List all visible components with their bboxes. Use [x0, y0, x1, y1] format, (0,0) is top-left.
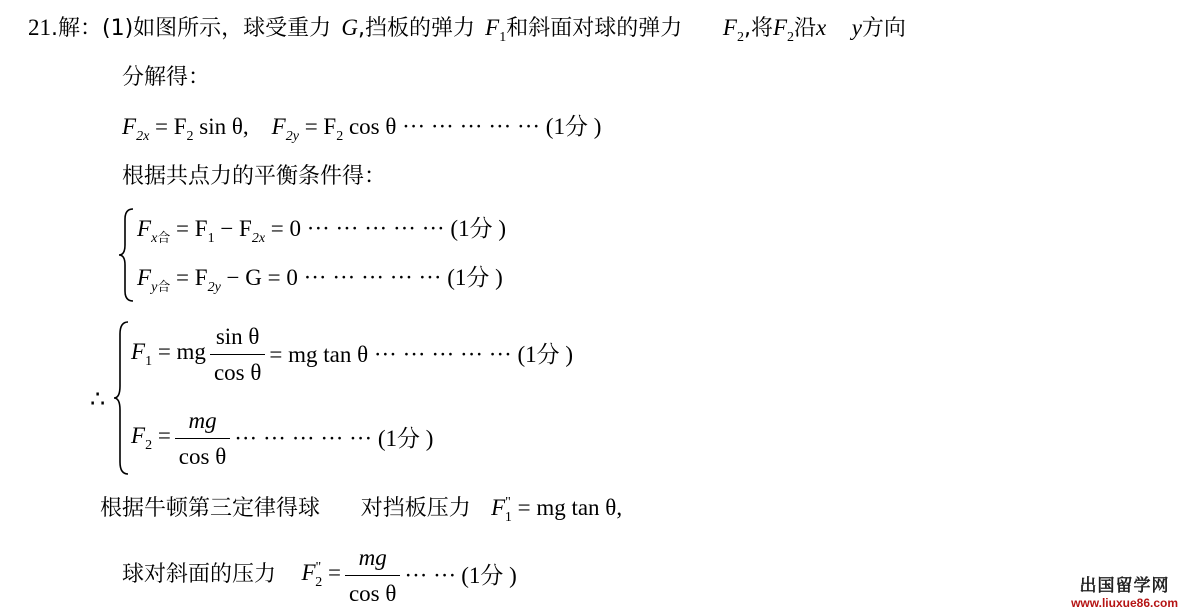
- x-symbol: x: [816, 15, 827, 40]
- left-brace-system-2: [113, 320, 131, 476]
- watermark-url: www.liuxue86.com: [1071, 596, 1178, 610]
- watermark-site-name: 出国留学网: [1079, 576, 1170, 596]
- text-slope-force: 和斜面对球的弹力: [506, 16, 683, 41]
- text-baffle-force: ,挡板的弹力: [357, 16, 475, 41]
- text-direction: 方向: [861, 16, 906, 41]
- f1-result-equation: $F_1$ = mg $\frac{\text{sin θ}}{\text{cos θ}}$ = mg tan θ ··· ··· ··· ··· ··· (1分 ): [131, 323, 574, 385]
- f1-symbol: $F_1$: [485, 15, 507, 45]
- solve-label: .解：: [51, 16, 102, 41]
- equilibrium-y-equation: $F_{y合} = F_{2y} - G = 0$ ··· ··· ··· ··· ··· (1分 ): [137, 265, 503, 295]
- gravity-symbol: G: [341, 15, 358, 40]
- fraction-mg-cos: $\frac{mg}{\text{cos θ}}$: [175, 409, 230, 468]
- equilibrium-x-equation: $F_{x合} = F_1 - F_{2x} = 0$ ··· ··· ··· ··· ··· (1分 ): [137, 216, 506, 246]
- f2-result-equation: $F_2$ = $\frac{mg}{\text{cos θ}}$ ··· ··· ··· ··· ··· (1分 ): [131, 407, 434, 469]
- f2-symbol: $F_2$: [722, 15, 744, 45]
- header-line: [28, 16, 906, 45]
- f2-symbol-b: $F_2$: [772, 15, 795, 45]
- therefore-symbol: ∴: [90, 387, 106, 413]
- text-along: 沿: [794, 16, 817, 41]
- intro-text: (1)如图所示，球受重力: [102, 16, 332, 41]
- decomposition-equation: $F_{2x} = F_2$ sin θ, $F_{2y} = F_2$ cos θ ··· ··· ··· ··· ··· (1分 ): [122, 114, 602, 144]
- newton-third-law-line: 根据牛顿第三定律得球 对挡板压力 $F^"_1$ = mg tan θ,: [100, 495, 623, 525]
- left-brace-system-1: [118, 207, 136, 303]
- site-watermark: [1071, 571, 1178, 610]
- fraction-sin-cos: $\frac{\text{sin θ}}{\text{cos θ}}$: [210, 325, 265, 384]
- text-will: ,将: [743, 16, 773, 41]
- decompose-label: 分解得：: [122, 65, 211, 90]
- slope-pressure-line: 球对斜面的压力 $F^"_2$ = $\frac{mg}{\text{cos θ}}$ ··· ··· (1分 ): [122, 544, 517, 606]
- balance-label: 根据共点力的平衡条件得：: [122, 164, 387, 189]
- score-label: (1分 ): [545, 114, 602, 139]
- y-symbol: y: [851, 15, 862, 40]
- problem-number: 21: [28, 15, 51, 40]
- fraction-pressure: $\frac{mg}{\text{cos θ}}$: [345, 546, 400, 605]
